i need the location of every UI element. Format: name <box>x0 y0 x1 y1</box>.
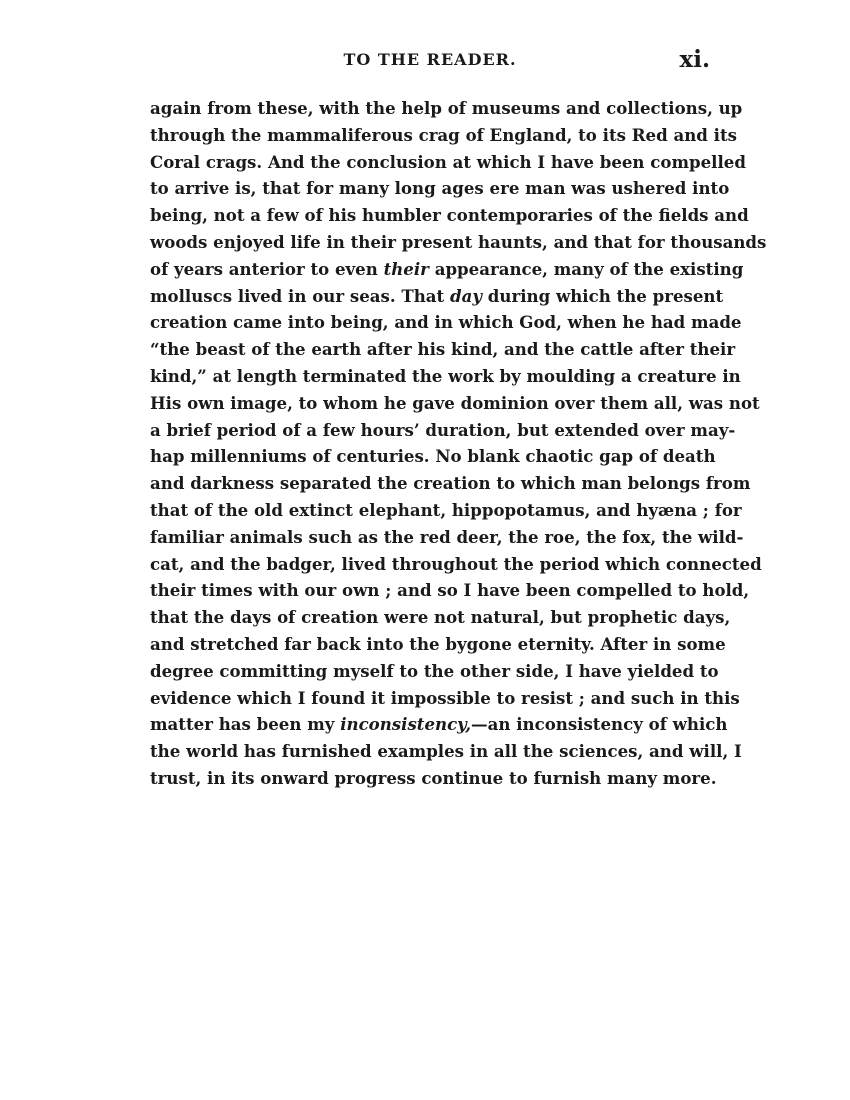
text-line: creation came into being, and in which God, when he had made <box>150 312 742 333</box>
running-head <box>150 46 710 76</box>
text-line: “the beast of the earth after his kind, and the cattle after their <box>150 339 736 360</box>
text-line: that the days of creation were not natural, but prophetic days, <box>150 607 731 628</box>
text-line: of years anterior to even their appearance, many of the existing <box>150 258 744 279</box>
text-line: woods enjoyed life in their present haunts, and that for thousands <box>150 231 767 252</box>
running-title: TO THE READER. <box>343 50 517 69</box>
text-line: evidence which I found it impossible to resist ; and such in this <box>150 687 740 708</box>
text-line: being, not a few of his humbler contemporaries of the fields and <box>150 205 749 226</box>
text-line: His own image, to whom he gave dominion over them all, was not <box>150 392 760 413</box>
body-text <box>150 95 767 792</box>
text-line: and stretched far back into the bygone eternity. After in some <box>150 633 726 654</box>
text-line: that of the old extinct elephant, hippopotamus, and hyæna ; for <box>150 499 742 520</box>
text-line: to arrive is, that for many long ages ere man was ushered into <box>150 178 730 199</box>
emphasis: day <box>450 285 483 306</box>
text-line: hap millenniums of centuries. No blank chaotic gap of death <box>150 446 716 467</box>
text-line: kind,” at length terminated the work by moulding a creature in <box>150 365 741 386</box>
text-line: trust, in its onward progress continue to furnish many more. <box>150 767 717 788</box>
text-line: molluscs lived in our seas. That day during which the present <box>150 285 724 306</box>
text-line: matter has been my inconsistency,—an inconsistency of which <box>150 714 728 735</box>
emphasis: inconsistency, <box>340 714 472 735</box>
text-line: the world has furnished examples in all the sciences, and will, I <box>150 741 742 762</box>
text-line: a brief period of a few hours’ duration, but extended over may- <box>150 419 736 440</box>
text-line: through the mammaliferous crag of England, to its Red and its <box>150 124 737 145</box>
text-line: familiar animals such as the red deer, the roe, the fox, the wild- <box>150 526 744 547</box>
text-line: cat, and the badger, lived throughout the period which connected <box>150 553 762 574</box>
text-line: their times with our own ; and so I have been compelled to hold, <box>150 580 750 601</box>
text-line: and darkness separated the creation to which man belongs from <box>150 473 751 494</box>
text-line: degree committing myself to the other side, I have yielded to <box>150 660 719 681</box>
page-number: xi. <box>679 46 710 73</box>
text-line: Coral crags. And the conclusion at which I have been compelled <box>150 151 746 172</box>
emphasis: their <box>383 258 429 279</box>
text-line: again from these, with the help of museums and collections, up <box>150 98 743 118</box>
